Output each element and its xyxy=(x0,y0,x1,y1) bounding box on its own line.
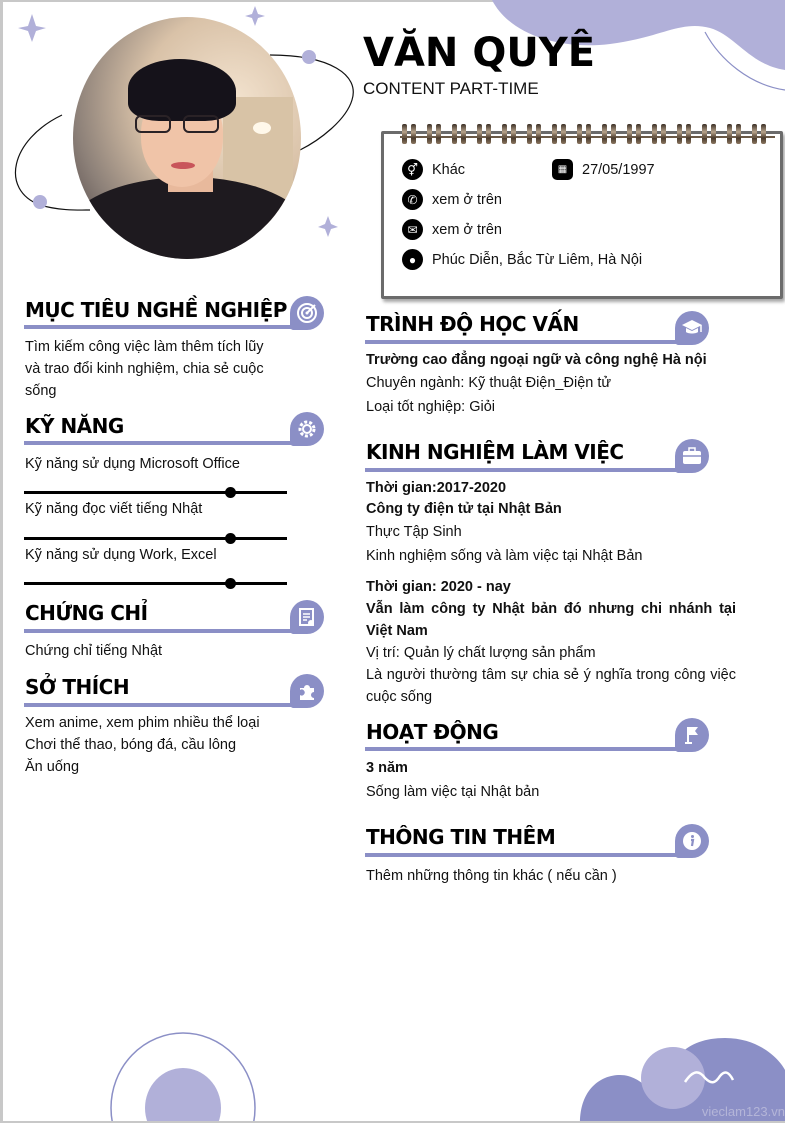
gender-value: Khác xyxy=(432,161,466,178)
phone-value: xem ở trên xyxy=(432,191,502,208)
section-title-additional-info: THÔNG TIN THÊM xyxy=(366,825,556,849)
contact-email xyxy=(402,219,502,240)
experience-time: Thời gian: 2020 - nay xyxy=(366,579,511,595)
section-divider xyxy=(24,325,304,329)
experience-detail: Kinh nghiệm sống và làm việc tại Nhật Bản xyxy=(366,548,643,564)
section-divider xyxy=(365,340,695,344)
section-divider xyxy=(365,468,695,472)
section-title-objective: MỤC TIÊU NGHỀ NGHIỆP xyxy=(25,298,287,322)
hobby-item: Ăn uống xyxy=(25,759,80,775)
contact-phone xyxy=(402,189,502,210)
section-title-skills: KỸ NĂNG xyxy=(25,414,124,438)
section-divider xyxy=(365,853,695,857)
notebook-spiral-rings xyxy=(400,124,780,146)
skill-label: Kỹ năng sử dụng Microsoft Office xyxy=(25,456,240,472)
birthday-value: 27/05/1997 xyxy=(582,161,655,178)
email-value: xem ở trên xyxy=(432,221,502,238)
hobbies-list xyxy=(25,712,260,778)
skill-level-bar xyxy=(24,491,287,494)
skill-level-bar xyxy=(24,582,287,585)
phone-icon: ✆ xyxy=(402,189,423,210)
education-school: Trường cao đẳng ngoại ngữ và công nghệ Hà nội xyxy=(366,352,707,368)
section-title-education: TRÌNH ĐỘ HỌC VẤN xyxy=(366,312,579,336)
experience-detail: Vị trí: Quản lý chất lượng sản phẩm xyxy=(366,645,596,661)
address-value: Phúc Diễn, Bắc Từ Liêm, Hà Nội xyxy=(432,251,643,268)
skill-level-marker xyxy=(225,578,236,589)
section-divider xyxy=(24,629,304,633)
mail-icon: ✉ xyxy=(402,219,423,240)
location-pin-icon: ● xyxy=(402,249,423,270)
info-icon xyxy=(675,824,709,858)
puzzle-icon xyxy=(290,674,324,708)
profile-photo xyxy=(73,17,301,259)
education-major: Chuyên ngành: Kỹ thuật Điện_Điện tử xyxy=(366,375,612,391)
education-grade: Loại tốt nghiệp: Giỏi xyxy=(366,399,495,415)
certificate-item: Chứng chỉ tiếng Nhật xyxy=(25,643,163,659)
calendar-icon: ▦ xyxy=(552,159,573,180)
skill-label: Kỹ năng sử dụng Work, Excel xyxy=(25,547,217,563)
gear-icon xyxy=(290,412,324,446)
activity-duration: 3 năm xyxy=(366,760,408,776)
skill-level-marker xyxy=(225,533,236,544)
job-title: CONTENT PART-TIME xyxy=(363,79,539,98)
section-divider xyxy=(24,703,304,707)
graduation-cap-icon xyxy=(675,311,709,345)
bottom-left-circle-decoration xyxy=(105,1030,265,1123)
experience-detail: Thực Tập Sinh xyxy=(366,524,462,540)
hobby-item: Chơi thể thao, bóng đá, cầu lông xyxy=(25,737,237,753)
section-title-activities: HOẠT ĐỘNG xyxy=(366,720,499,744)
skill-level-marker xyxy=(225,487,236,498)
contact-card xyxy=(381,131,783,299)
gender-icon: ⚥ xyxy=(402,159,423,180)
certificate-icon xyxy=(290,600,324,634)
additional-info-text: Thêm những thông tin khác ( nếu cần ) xyxy=(366,868,617,884)
section-title-certificates: CHỨNG CHỈ xyxy=(25,601,148,625)
skill-label: Kỹ năng đọc viết tiếng Nhật xyxy=(25,501,203,517)
skill-level-bar xyxy=(24,537,287,540)
candidate-name: VĂN QUYÊ xyxy=(363,30,596,76)
objective-text: Tìm kiếm công việc làm thêm tích lũy và trao đổi kinh nghiệm, chia sẻ cuộc sống xyxy=(25,339,264,399)
section-title-experience: KINH NGHIỆM LÀM VIỆC xyxy=(366,440,624,464)
target-icon xyxy=(290,296,324,330)
experience-company: Công ty điện tử tại Nhật Bản xyxy=(366,501,562,517)
contact-birthday xyxy=(552,159,655,180)
contact-address xyxy=(402,249,642,270)
experience-detail: Là người thường tâm sự chia sẻ ý nghĩa trong công việc cuộc sống xyxy=(366,667,736,705)
experience-company: Vẫn làm công ty Nhật bản đó nhưng chi nhánh tại Việt Nam xyxy=(366,601,736,639)
section-divider xyxy=(365,747,695,751)
watermark: vieclam123.vn xyxy=(701,1104,785,1119)
activity-description: Sống làm việc tại Nhật bản xyxy=(366,784,540,800)
experience-time: Thời gian:2017-2020 xyxy=(366,480,507,496)
briefcase-icon xyxy=(675,439,709,473)
flag-icon xyxy=(675,718,709,752)
section-title-hobbies: SỞ THÍCH xyxy=(25,675,130,699)
hobby-item: Xem anime, xem phim nhiều thể loại xyxy=(25,715,260,731)
contact-gender xyxy=(402,159,465,180)
section-divider xyxy=(24,441,304,445)
